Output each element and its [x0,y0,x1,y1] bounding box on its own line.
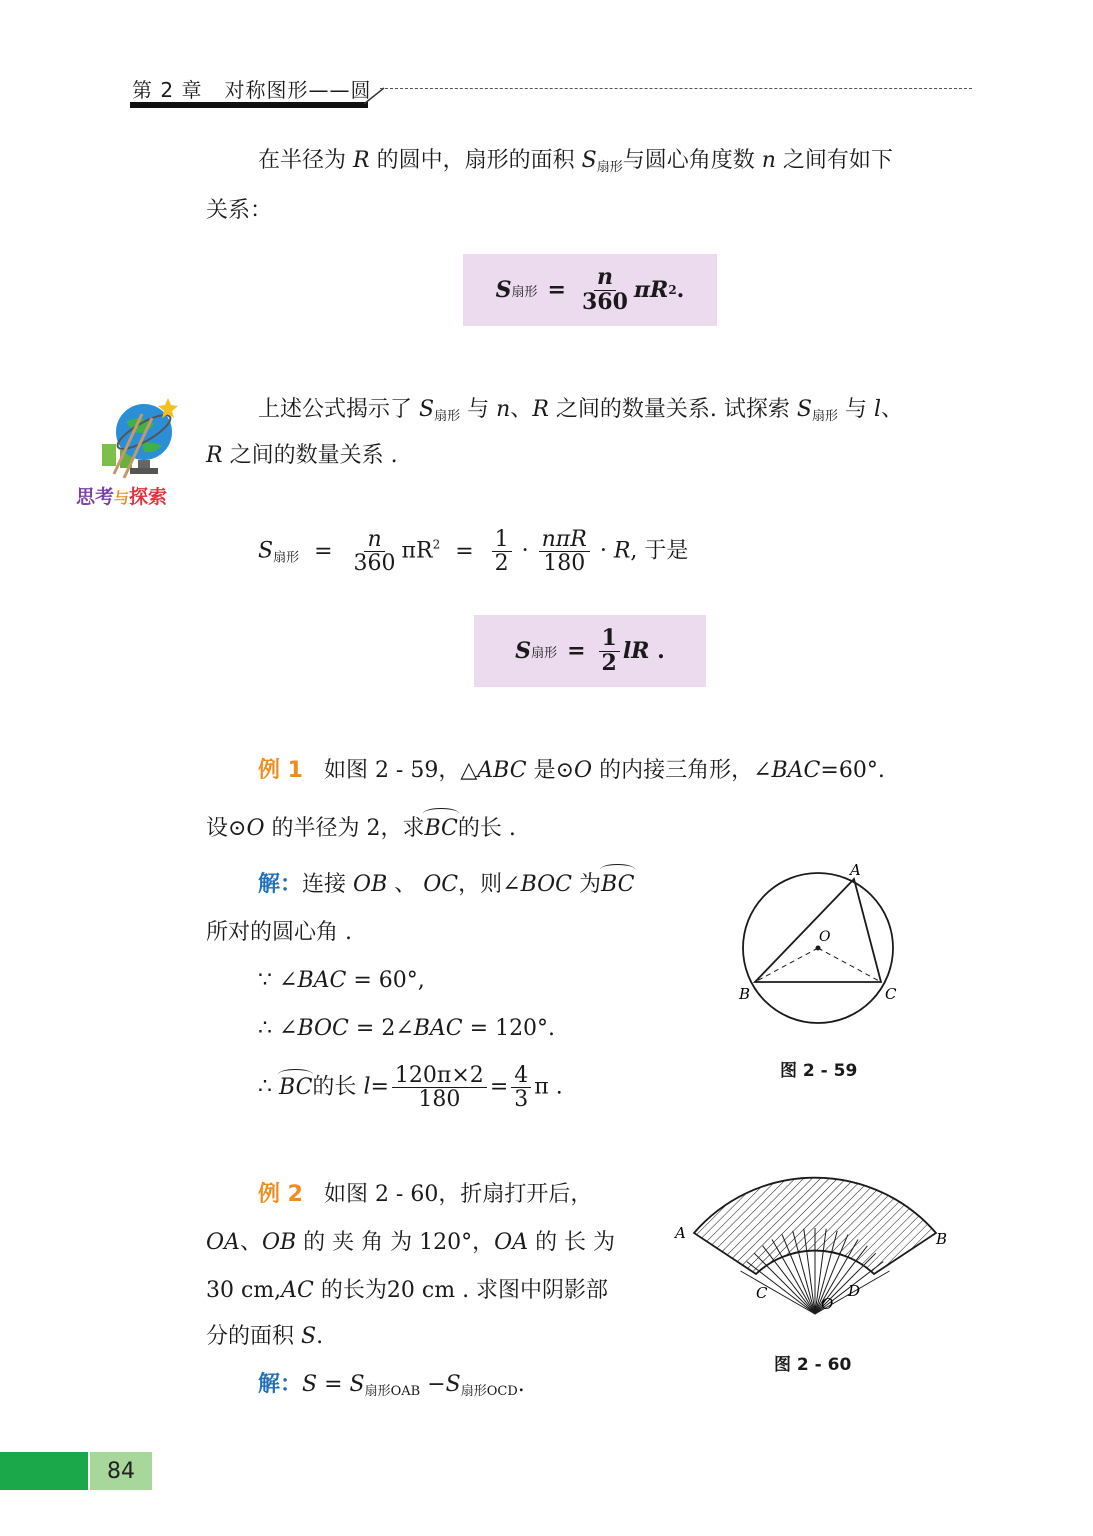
figure-2-60 [670,1142,960,1327]
think-explore-icon [84,392,188,488]
example2-line-2: OA、OB 的 夹 角 为 120°，OA 的 长 为 [206,1230,616,1255]
formula-box-sector-area: S 扇形 = $\frac{n}{360}$ πR 2 . [463,254,717,326]
solution2-line: 解：$S = S_{扇形OAB} -S_{扇形OCD}$. [258,1372,525,1399]
point-label-a: A [850,861,861,879]
solution1-line-2: 所对的圆心角 . [206,920,352,945]
example2-line-1: 例 2 如图 2 - 60，折扇打开后， [258,1182,593,1207]
chapter-title: 对称图形——圆 [224,78,372,102]
point-label-b: B [936,1230,948,1248]
point-label-o: O [821,1295,834,1313]
chapter-header [132,74,372,103]
point-label-b: B [739,985,751,1003]
chapter-number: 第 2 章 [132,78,203,102]
example1-line-1: 例 1 如图 2 - 59，△ABC 是⊙O 的内接三角形，∠BAC=60°. [258,758,885,783]
point-label-c: C [756,1284,768,1302]
page-number: 84 [90,1452,152,1490]
figure-2-59 [730,855,900,1030]
figure2-caption: 图 2 - 60 [774,1355,852,1375]
triangle-abc [755,879,881,982]
page-footer-bar [0,1452,88,1490]
example1-line-2: 设⊙O 的半径为 2，求BC的长 . [206,814,516,844]
example2-line-4: 分的面积 S. [206,1324,324,1349]
point-label-o: O [819,929,831,945]
point-label-d: D [848,1282,861,1300]
derivation-line: $S_{扇形}$ = $\frac{n}{360}$ $\pi R^2$ = $\frac{1}{2}$ · $\frac{\text{nπR}}{180}$ · R, 于是 [258,527,689,577]
example2-label: 例 2 [258,1182,303,1207]
example1-label: 例 1 [258,758,303,783]
formula-box-sector-arc: S 扇形 = $\frac{1}{2}$ lR . [474,615,706,687]
solution1-step-3: ∴ BC的长 l= $\frac{120\pi\times 2}{180}$ = $\frac{4}{3}$ π . [258,1063,563,1113]
intro-line-2: 关系： [206,198,273,223]
solution1-step-2: ∴ ∠BOC = 2∠BAC = 120°. [258,1016,556,1041]
think-line-1: 上述公式揭示了 $S_{扇形}$ 与 n、R 之间的数量关系. 试探索 $S_{扇形}$ 与 l、 [258,397,904,424]
think-explore-label: 思考与探索 [76,486,168,508]
solution2-label: 解： [258,1372,303,1397]
header-dashed-rule [380,88,972,89]
figure1-caption: 图 2 - 59 [780,1061,858,1081]
solution1-step-1: ∵ ∠BAC = 60°, [258,968,425,993]
intro-line-1: 在半径为 R 的圆中，扇形的面积 $S_{扇形}$与圆心角度数 n 之间有如下 [258,148,893,175]
think-line-2: R 之间的数量关系 . [206,443,398,468]
point-label-a: A [675,1224,686,1242]
solution1-label: 解： [258,872,303,897]
header-underline [130,102,368,108]
example2-line-3: 30 cm,AC 的长为20 cm . 求图中阴影部 [206,1278,609,1303]
solution1-line-1: 解：连接 OB 、 OC，则∠BOC 为BC [258,870,634,900]
point-label-c: C [885,985,897,1003]
